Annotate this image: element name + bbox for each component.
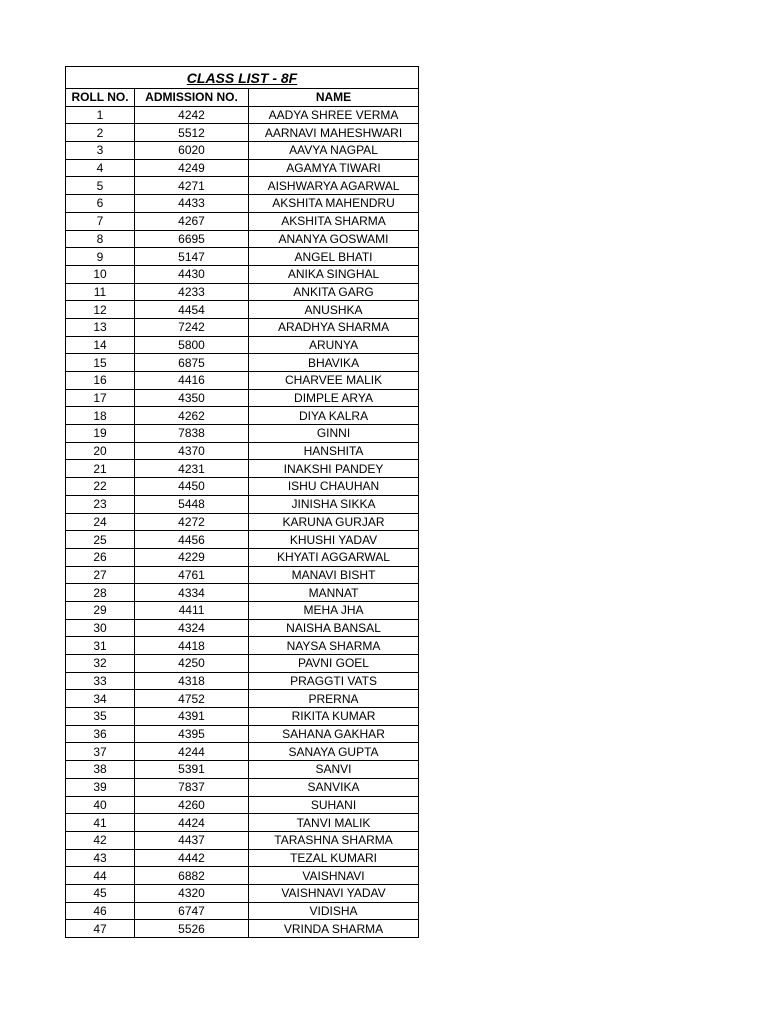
admission-no-cell: 4262	[135, 407, 249, 425]
admission-no-cell: 4272	[135, 513, 249, 531]
table-row	[66, 708, 419, 726]
table-row	[66, 584, 419, 602]
name-cell: SANVIKA	[249, 778, 419, 796]
name-cell: NAYSA SHARMA	[249, 637, 419, 655]
admission-no-cell: 4231	[135, 460, 249, 478]
admission-no-cell: 4267	[135, 212, 249, 230]
roll-no-cell: 41	[66, 814, 135, 832]
admission-no-cell: 4752	[135, 690, 249, 708]
name-cell: DIYA KALRA	[249, 407, 419, 425]
table-row	[66, 849, 419, 867]
name-cell: VAISHNAVI YADAV	[249, 884, 419, 902]
admission-no-cell: 6020	[135, 142, 249, 160]
table-row	[66, 655, 419, 673]
name-cell: TEZAL KUMARI	[249, 849, 419, 867]
admission-no-cell: 5448	[135, 495, 249, 513]
admission-no-cell: 6747	[135, 902, 249, 920]
roll-no-cell: 34	[66, 690, 135, 708]
title-row	[66, 67, 419, 89]
name-cell: MANNAT	[249, 584, 419, 602]
student-rows	[66, 106, 419, 937]
header-row	[66, 89, 419, 107]
roll-no-cell: 1	[66, 106, 135, 124]
admission-no-cell: 5391	[135, 761, 249, 779]
roll-no-cell: 26	[66, 548, 135, 566]
name-cell: PRERNA	[249, 690, 419, 708]
name-cell: DIMPLE ARYA	[249, 389, 419, 407]
name-cell: MANAVI BISHT	[249, 566, 419, 584]
roll-no-cell: 46	[66, 902, 135, 920]
table-row	[66, 407, 419, 425]
table-row	[66, 124, 419, 142]
name-cell: MEHA JHA	[249, 601, 419, 619]
name-cell: SUHANI	[249, 796, 419, 814]
table-row	[66, 884, 419, 902]
roll-no-cell: 13	[66, 318, 135, 336]
admission-no-cell: 6875	[135, 354, 249, 372]
table-row	[66, 177, 419, 195]
name-cell: PAVNI GOEL	[249, 655, 419, 673]
roll-no-cell: 20	[66, 442, 135, 460]
admission-no-cell: 5512	[135, 124, 249, 142]
roll-no-cell: 17	[66, 389, 135, 407]
roll-no-cell: 15	[66, 354, 135, 372]
name-cell: ISHU CHAUHAN	[249, 478, 419, 496]
admission-no-cell: 4430	[135, 265, 249, 283]
roll-no-cell: 36	[66, 725, 135, 743]
name-cell: HANSHITA	[249, 442, 419, 460]
table-row	[66, 389, 419, 407]
roll-no-cell: 30	[66, 619, 135, 637]
roll-no-cell: 6	[66, 195, 135, 213]
header-name: NAME	[249, 89, 419, 107]
name-cell: INAKSHI PANDEY	[249, 460, 419, 478]
name-cell: ANKITA GARG	[249, 283, 419, 301]
admission-no-cell: 7838	[135, 425, 249, 443]
name-cell: ARUNYA	[249, 336, 419, 354]
name-cell: VRINDA SHARMA	[249, 920, 419, 938]
roll-no-cell: 7	[66, 212, 135, 230]
name-cell: AGAMYA TIWARI	[249, 159, 419, 177]
roll-no-cell: 14	[66, 336, 135, 354]
roll-no-cell: 43	[66, 849, 135, 867]
roll-no-cell: 45	[66, 884, 135, 902]
name-cell: AADYA SHREE VERMA	[249, 106, 419, 124]
table-row	[66, 619, 419, 637]
admission-no-cell: 5526	[135, 920, 249, 938]
name-cell: RIKITA KUMAR	[249, 708, 419, 726]
admission-no-cell: 5800	[135, 336, 249, 354]
admission-no-cell: 4416	[135, 372, 249, 390]
roll-no-cell: 37	[66, 743, 135, 761]
table-row	[66, 495, 419, 513]
name-cell: TARASHNA SHARMA	[249, 831, 419, 849]
roll-no-cell: 24	[66, 513, 135, 531]
roll-no-cell: 38	[66, 761, 135, 779]
roll-no-cell: 25	[66, 531, 135, 549]
name-cell: SANAYA GUPTA	[249, 743, 419, 761]
admission-no-cell: 4229	[135, 548, 249, 566]
name-cell: AARNAVI MAHESHWARI	[249, 124, 419, 142]
roll-no-cell: 27	[66, 566, 135, 584]
admission-no-cell: 4370	[135, 442, 249, 460]
admission-no-cell: 4437	[135, 831, 249, 849]
table-row	[66, 743, 419, 761]
roll-no-cell: 12	[66, 301, 135, 319]
name-cell: AAVYA NAGPAL	[249, 142, 419, 160]
table-row	[66, 248, 419, 266]
roll-no-cell: 5	[66, 177, 135, 195]
admission-no-cell: 4249	[135, 159, 249, 177]
roll-no-cell: 44	[66, 867, 135, 885]
roll-no-cell: 10	[66, 265, 135, 283]
roll-no-cell: 32	[66, 655, 135, 673]
name-cell: ANGEL BHATI	[249, 248, 419, 266]
admission-no-cell: 4233	[135, 283, 249, 301]
name-cell: KHYATI AGGARWAL	[249, 548, 419, 566]
admission-no-cell: 6695	[135, 230, 249, 248]
name-cell: NAISHA BANSAL	[249, 619, 419, 637]
table-row	[66, 548, 419, 566]
class-list-title: CLASS LIST - 8F	[66, 67, 419, 89]
table-row	[66, 336, 419, 354]
roll-no-cell: 35	[66, 708, 135, 726]
roll-no-cell: 22	[66, 478, 135, 496]
name-cell: TANVI MALIK	[249, 814, 419, 832]
table-row	[66, 212, 419, 230]
admission-no-cell: 4418	[135, 637, 249, 655]
admission-no-cell: 4318	[135, 672, 249, 690]
roll-no-cell: 39	[66, 778, 135, 796]
table-row	[66, 442, 419, 460]
roll-no-cell: 8	[66, 230, 135, 248]
table-row	[66, 902, 419, 920]
admission-no-cell: 4242	[135, 106, 249, 124]
name-cell: CHARVEE MALIK	[249, 372, 419, 390]
roll-no-cell: 31	[66, 637, 135, 655]
admission-no-cell: 4411	[135, 601, 249, 619]
roll-no-cell: 18	[66, 407, 135, 425]
roll-no-cell: 9	[66, 248, 135, 266]
table-row	[66, 283, 419, 301]
table-row	[66, 159, 419, 177]
table-row	[66, 637, 419, 655]
table-row	[66, 566, 419, 584]
name-cell: JINISHA SIKKA	[249, 495, 419, 513]
admission-no-cell: 4334	[135, 584, 249, 602]
table-row	[66, 425, 419, 443]
roll-no-cell: 3	[66, 142, 135, 160]
roll-no-cell: 23	[66, 495, 135, 513]
table-row	[66, 920, 419, 938]
table-row	[66, 761, 419, 779]
roll-no-cell: 21	[66, 460, 135, 478]
name-cell: ANANYA GOSWAMI	[249, 230, 419, 248]
name-cell: PRAGGTI VATS	[249, 672, 419, 690]
table-row	[66, 301, 419, 319]
name-cell: AISHWARYA AGARWAL	[249, 177, 419, 195]
admission-no-cell: 4433	[135, 195, 249, 213]
roll-no-cell: 33	[66, 672, 135, 690]
table-row	[66, 831, 419, 849]
header-roll-no: ROLL NO.	[66, 89, 135, 107]
table-row	[66, 531, 419, 549]
class-list-sheet	[65, 66, 418, 938]
admission-no-cell: 4454	[135, 301, 249, 319]
admission-no-cell: 4244	[135, 743, 249, 761]
name-cell: VIDISHA	[249, 902, 419, 920]
table-row	[66, 354, 419, 372]
roll-no-cell: 40	[66, 796, 135, 814]
table-row	[66, 672, 419, 690]
name-cell: VAISHNAVI	[249, 867, 419, 885]
table-row	[66, 867, 419, 885]
admission-no-cell: 4320	[135, 884, 249, 902]
admission-no-cell: 4442	[135, 849, 249, 867]
admission-no-cell: 4271	[135, 177, 249, 195]
table-row	[66, 725, 419, 743]
table-row	[66, 814, 419, 832]
table-row	[66, 106, 419, 124]
admission-no-cell: 4260	[135, 796, 249, 814]
name-cell: KHUSHI YADAV	[249, 531, 419, 549]
name-cell: BHAVIKA	[249, 354, 419, 372]
admission-no-cell: 5147	[135, 248, 249, 266]
roll-no-cell: 4	[66, 159, 135, 177]
admission-no-cell: 6882	[135, 867, 249, 885]
table-row	[66, 778, 419, 796]
table-row	[66, 195, 419, 213]
table-row	[66, 265, 419, 283]
table-row	[66, 230, 419, 248]
table-row	[66, 318, 419, 336]
admission-no-cell: 4324	[135, 619, 249, 637]
name-cell: GINNI	[249, 425, 419, 443]
roll-no-cell: 47	[66, 920, 135, 938]
name-cell: KARUNA GURJAR	[249, 513, 419, 531]
admission-no-cell: 4250	[135, 655, 249, 673]
table-row	[66, 142, 419, 160]
roll-no-cell: 19	[66, 425, 135, 443]
admission-no-cell: 7837	[135, 778, 249, 796]
name-cell: SANVI	[249, 761, 419, 779]
roll-no-cell: 29	[66, 601, 135, 619]
admission-no-cell: 4761	[135, 566, 249, 584]
table-row	[66, 460, 419, 478]
header-admission-no: ADMISSION NO.	[135, 89, 249, 107]
table-row	[66, 601, 419, 619]
admission-no-cell: 7242	[135, 318, 249, 336]
name-cell: ARADHYA SHARMA	[249, 318, 419, 336]
admission-no-cell: 4395	[135, 725, 249, 743]
name-cell: ANUSHKA	[249, 301, 419, 319]
roll-no-cell: 16	[66, 372, 135, 390]
table-row	[66, 513, 419, 531]
admission-no-cell: 4350	[135, 389, 249, 407]
roll-no-cell: 2	[66, 124, 135, 142]
table-row	[66, 478, 419, 496]
table-row	[66, 690, 419, 708]
roll-no-cell: 42	[66, 831, 135, 849]
roll-no-cell: 28	[66, 584, 135, 602]
admission-no-cell: 4450	[135, 478, 249, 496]
name-cell: ANIKA SINGHAL	[249, 265, 419, 283]
name-cell: SAHANA GAKHAR	[249, 725, 419, 743]
class-list-table	[65, 66, 419, 938]
name-cell: AKSHITA MAHENDRU	[249, 195, 419, 213]
admission-no-cell: 4456	[135, 531, 249, 549]
admission-no-cell: 4391	[135, 708, 249, 726]
table-row	[66, 372, 419, 390]
admission-no-cell: 4424	[135, 814, 249, 832]
roll-no-cell: 11	[66, 283, 135, 301]
table-row	[66, 796, 419, 814]
name-cell: AKSHITA SHARMA	[249, 212, 419, 230]
